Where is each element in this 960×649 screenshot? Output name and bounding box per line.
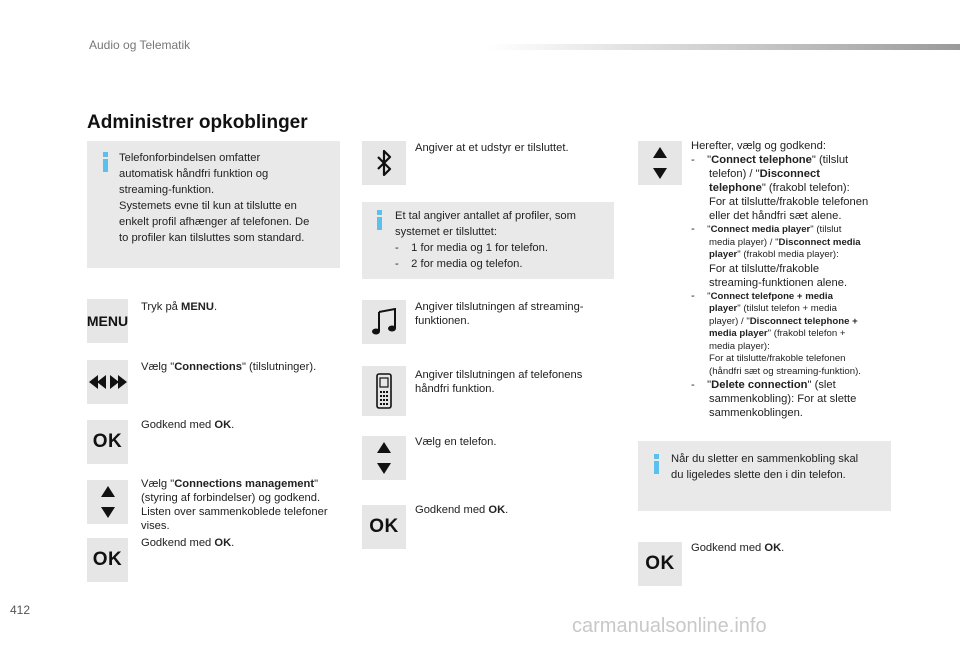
ok-button-icon: OK <box>638 542 682 586</box>
info-line: enkelt profil afhænger af telefonen. De <box>119 216 310 228</box>
arrows-up-down-icon <box>87 480 128 524</box>
step-confirm-ok-4: Godkend med OK. <box>691 542 785 554</box>
menu-button-icon: MENU <box>87 299 128 343</box>
step-confirm-ok: Godkend med OK. <box>141 419 235 431</box>
step-press-menu: Tryk på MENU. <box>141 301 218 313</box>
streaming-description: Angiver tilslutningen af streaming- funktionen. <box>415 301 584 327</box>
option-delete-connection: - "Delete connection" (slet sammenkobling): For at slette sammenkoblingen. <box>691 379 857 419</box>
phone-icon <box>362 366 406 416</box>
info-list-item: - 2 for media og telefon. <box>395 258 523 270</box>
handsfree-description: Angiver tilslutningen af telefonens håndfri funktion. <box>415 369 583 395</box>
arrows-up-down-icon <box>638 141 682 185</box>
info-line: Telefonforbindelsen omfatter <box>119 152 261 164</box>
arrows-left-right-icon <box>87 360 128 404</box>
arrows-up-down-icon <box>362 436 406 480</box>
ok-button-icon: OK <box>87 538 128 582</box>
option-connect-media-player-desc: For at tilslutte/frakoble streaming-funktionen alene. <box>709 262 848 289</box>
info-line: Et tal angiver antallet af profiler, som <box>395 210 576 222</box>
step-connections-management: Vælg "Connections management" (styring af forbindelser) og godkend. Listen over sammenkoblede telefoner vises. <box>141 478 328 532</box>
option-connect-media-player: - "Connect media player" (tilslut media player) / "Disconnect media player" (frakobl media player): <box>691 223 861 260</box>
connection-options-list <box>691 139 896 420</box>
info-box-connections <box>87 141 340 268</box>
option-connect-telephone-media: - "Connect telefpone + media player" (tilslut telefon + media player) / "Disconnect telephone + media player" (frakobl telefon + media player): For at tilslutte/frakoble telefonen (håndfri sæt og streaming-funktion). <box>691 289 861 377</box>
info-line: Når du sletter en sammenkobling skal <box>671 453 859 465</box>
page-title: Administrer opkoblinger <box>87 112 308 133</box>
info-line: to profiler kan tilsluttes som standard. <box>119 232 305 244</box>
info-line: Systemets evne til kun at tilslutte en <box>119 200 297 212</box>
step-confirm-ok-2: Godkend med OK. <box>141 537 235 549</box>
info-list-item: - 1 for media og 1 for telefon. <box>395 242 548 254</box>
info-line: du ligeledes slette den i din telefon. <box>671 469 846 481</box>
option-connect-telephone: - "Connect telephone" (tilslut telefon) / "Disconnect telephone" (frakobl telefon): For at tilslutte/frakoble telefonen eller det håndfri sæt alene. <box>691 154 869 222</box>
info-box-delete <box>638 441 891 511</box>
step-select-phone: Vælg en telefon. <box>415 436 497 448</box>
info-box-profiles <box>362 202 614 279</box>
info-line: streaming-funktion. <box>119 184 215 196</box>
options-intro: Herefter, vælg og godkend: <box>691 140 826 152</box>
section-header: Audio og Telematik <box>89 38 191 52</box>
info-line: automatisk håndfri funktion og <box>119 168 269 180</box>
header-bar <box>488 44 960 50</box>
step-confirm-ok-3: Godkend med OK. <box>415 504 509 516</box>
step-select-connections: Vælg "Connections" (tilslutninger). <box>141 361 317 373</box>
bluetooth-icon <box>362 141 406 185</box>
info-line: systemet er tilsluttet: <box>395 226 497 238</box>
info-icon <box>654 454 659 474</box>
info-icon <box>377 210 382 230</box>
info-icon <box>103 152 108 172</box>
music-note-icon <box>362 300 406 344</box>
bluetooth-description: Angiver at et udstyr er tilsluttet. <box>415 142 569 154</box>
page-number: 412 <box>10 603 31 617</box>
ok-button-icon: OK <box>362 505 406 549</box>
watermark: carmanualsonline.info <box>572 615 767 637</box>
ok-button-icon: OK <box>87 420 128 464</box>
